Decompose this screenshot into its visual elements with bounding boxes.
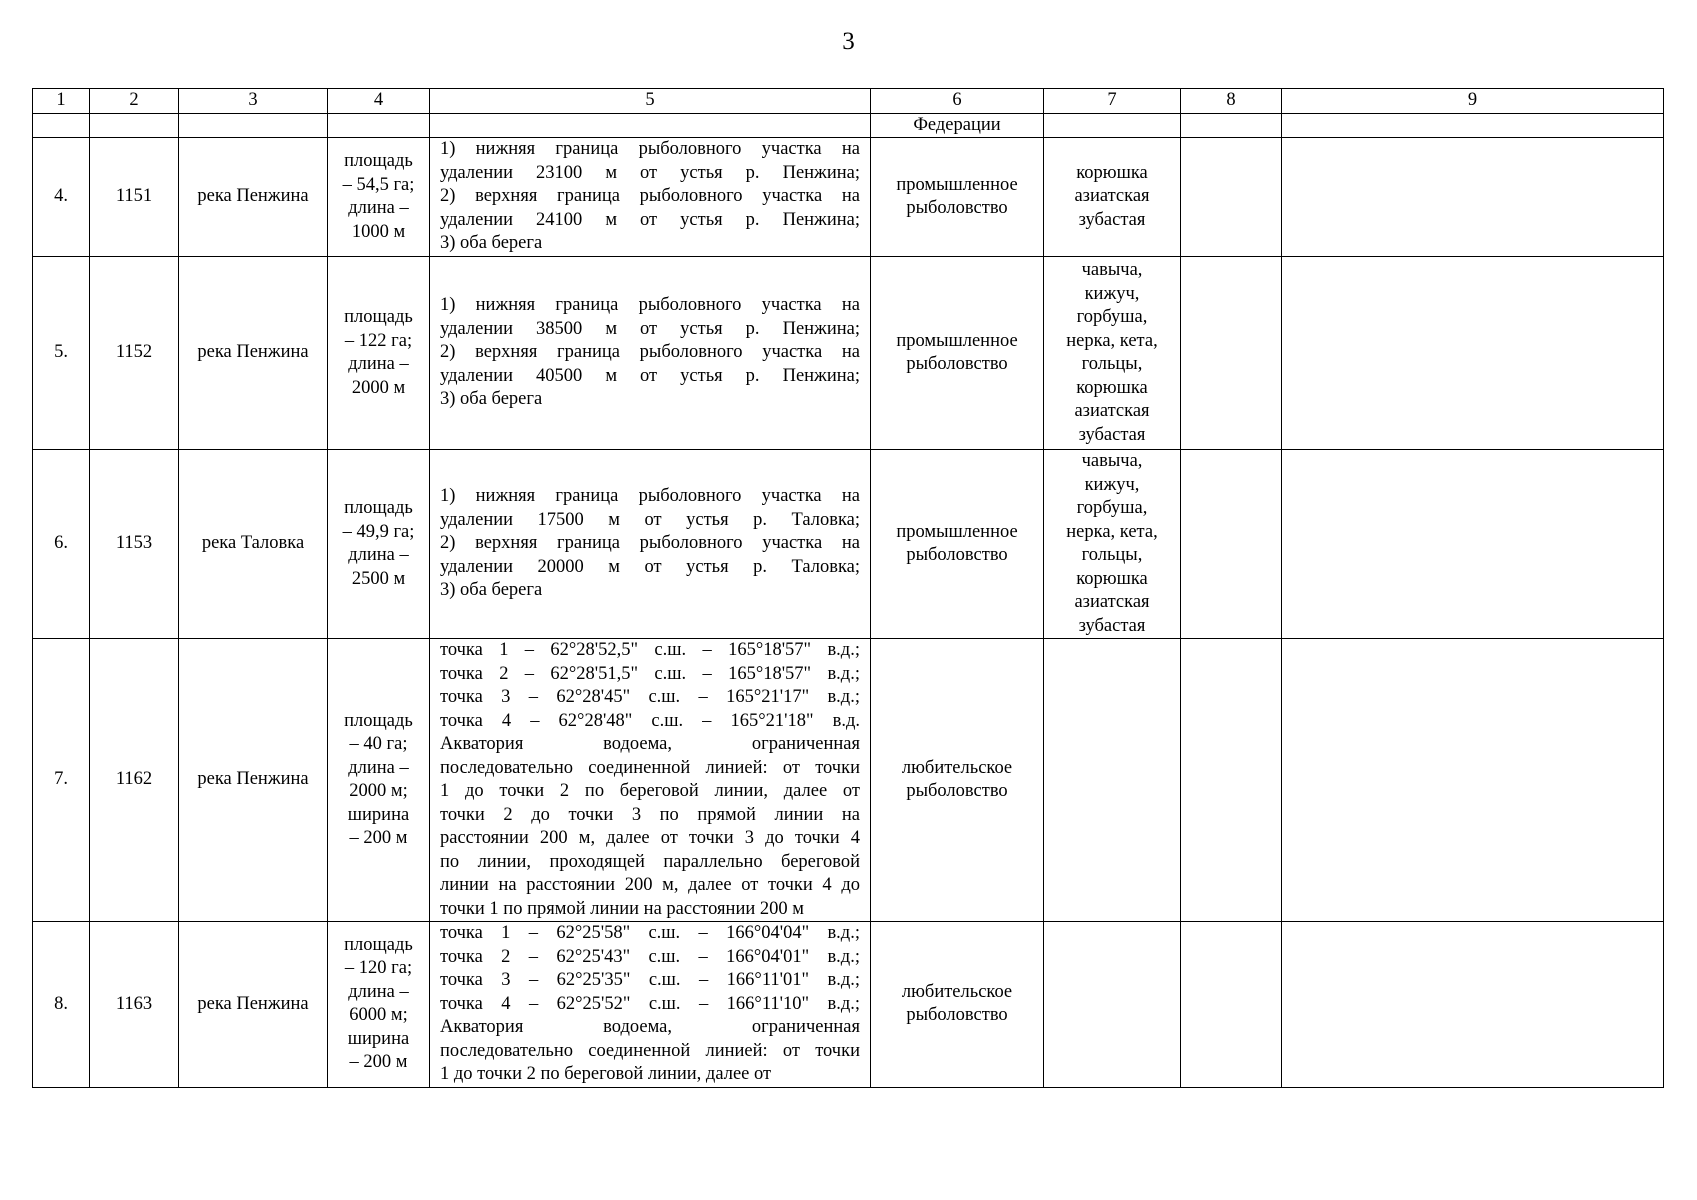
size-line: площадь <box>344 151 413 171</box>
ground-code: 1162 <box>90 639 179 922</box>
column-header: 7 <box>1044 89 1181 114</box>
page-number: 3 <box>842 28 855 55</box>
species-list <box>1044 257 1181 450</box>
fishing-type-line: промышленное <box>896 521 1018 542</box>
row-number: 5. <box>33 257 90 450</box>
column-8-cell <box>1181 922 1282 1088</box>
boundary-description <box>430 257 871 450</box>
water-body-name: река Таловка <box>179 450 328 639</box>
size-line: 1000 м <box>351 221 406 242</box>
water-body-name: река Пенжина <box>179 639 328 922</box>
boundary-line: точка 1 – 62°25'58" с.ш. – 166°04'04" в.д.; <box>440 923 860 943</box>
column-header: 8 <box>1181 89 1282 114</box>
fishing-type-line: промышленное <box>896 330 1018 351</box>
boundary-line: расстоянии 200 м, далее от точки 3 до точки 4 <box>440 828 860 848</box>
fishing-type-line: рыболовство <box>906 354 1008 374</box>
empty-cell <box>1282 113 1664 138</box>
boundary-line: 1 до точки 2 по береговой линии, далее от <box>440 781 860 801</box>
size-line: – 120 га; <box>344 958 413 979</box>
size-line: 6000 м; <box>349 1005 408 1026</box>
boundary-line: точка 2 – 62°25'43" с.ш. – 166°04'01" в.д.; <box>440 946 860 967</box>
species-line: нерка, кета, <box>1066 330 1158 351</box>
column-9-cell <box>1282 450 1664 639</box>
fishing-type <box>871 922 1044 1088</box>
ground-size <box>328 450 430 639</box>
boundary-line: точка 3 – 62°25'35" с.ш. – 166°11'01" в.д.; <box>440 970 860 990</box>
ground-code: 1152 <box>90 257 179 450</box>
fishing-type-line: промышленное <box>896 174 1018 195</box>
boundary-line: Акватория водоема, ограниченная <box>440 1017 860 1037</box>
boundary-line: удалении 20000 м от устья р. Таловка; <box>440 556 860 577</box>
boundary-line: 2) верхняя граница рыболовного участка на <box>440 186 860 207</box>
table-row <box>33 450 1664 639</box>
boundary-line: удалении 24100 м от устья р. Пенжина; <box>440 209 860 230</box>
species-line: чавыча, <box>1081 451 1143 471</box>
boundary-line: удалении 23100 м от устья р. Пенжина; <box>440 162 860 183</box>
species-line: азиатская <box>1074 401 1150 421</box>
size-line: – 49,9 га; <box>342 521 415 542</box>
species-line: корюшка <box>1076 162 1148 183</box>
boundary-description <box>430 450 871 639</box>
size-line: длина – <box>348 354 409 374</box>
fishing-type <box>871 639 1044 922</box>
boundary-line: удалении 17500 м от устья р. Таловка; <box>440 509 860 530</box>
boundary-line: точки 2 до точки 3 по прямой линии на <box>440 804 860 825</box>
row-number: 4. <box>33 138 90 257</box>
table-row <box>33 639 1664 922</box>
boundary-line: 3) оба берега <box>440 580 543 601</box>
boundary-line: последовательно соединенной линией: от точки <box>440 1040 860 1061</box>
size-line: 2000 м <box>351 377 406 398</box>
boundary-line: 3) оба берега <box>440 389 543 410</box>
size-line: ширина <box>347 804 410 825</box>
column-9-cell <box>1282 922 1664 1088</box>
water-body-name: река Пенжина <box>179 138 328 257</box>
column-header: 3 <box>179 89 328 114</box>
column-header: 5 <box>430 89 871 114</box>
empty-cell <box>1181 113 1282 138</box>
row-number: 8. <box>33 922 90 1088</box>
column-8-cell <box>1181 639 1282 922</box>
boundary-line: линии на расстоянии 200 м, далее от точки 4 до <box>440 875 860 895</box>
size-line: – 122 га; <box>344 330 413 351</box>
boundary-description <box>430 138 871 257</box>
column-header: 2 <box>90 89 179 114</box>
continuation-text: Федерации <box>871 113 1044 138</box>
size-line: ширина <box>347 1028 410 1049</box>
ground-size <box>328 922 430 1088</box>
ground-code: 1151 <box>90 138 179 257</box>
table-row <box>33 138 1664 257</box>
boundary-line: последовательно соединенной линией: от точки <box>440 757 860 778</box>
ground-code: 1153 <box>90 450 179 639</box>
column-8-cell <box>1181 257 1282 450</box>
boundary-line: удалении 38500 м от устья р. Пенжина; <box>440 318 860 339</box>
boundary-line: 2) верхняя граница рыболовного участка на <box>440 342 860 363</box>
fishing-type-line: рыболовство <box>906 781 1008 801</box>
column-header: 6 <box>871 89 1044 114</box>
species-line: корюшка <box>1076 377 1148 398</box>
continuation-row <box>33 113 1664 138</box>
ground-size <box>328 138 430 257</box>
fishing-type-line: рыболовство <box>906 198 1008 218</box>
boundary-line: 3) оба берега <box>440 233 543 254</box>
row-number: 7. <box>33 639 90 922</box>
boundary-line: точка 2 – 62°28'51,5" с.ш. – 165°18'57" в.д.; <box>440 663 860 684</box>
species-line: кижуч, <box>1084 283 1140 304</box>
species-line: азиатская <box>1074 186 1150 207</box>
species-line: зубастая <box>1078 615 1146 636</box>
ground-size <box>328 639 430 922</box>
fishing-type <box>871 450 1044 639</box>
fishing-type-line: любительское <box>901 981 1013 1002</box>
species-list <box>1044 450 1181 639</box>
size-line: длина – <box>348 981 409 1002</box>
boundary-line: точки 1 по прямой линии на расстоянии 200 м <box>440 898 804 919</box>
empty-cell <box>1044 113 1181 138</box>
table-body <box>33 89 1664 1088</box>
column-number-row <box>33 89 1664 114</box>
water-body-name: река Пенжина <box>179 257 328 450</box>
fishing-type-line: рыболовство <box>906 545 1008 565</box>
boundary-line: точка 4 – 62°28'48" с.ш. – 165°21'18" в.д. <box>440 710 860 731</box>
size-line: – 200 м <box>349 828 408 848</box>
table-row <box>33 922 1664 1088</box>
size-line: 2000 м; <box>349 781 408 801</box>
water-body-name: река Пенжина <box>179 922 328 1088</box>
boundary-line: точка 3 – 62°28'45" с.ш. – 165°21'17" в.д.; <box>440 687 860 707</box>
fishing-grounds-table <box>32 88 1664 1088</box>
species-list <box>1044 922 1181 1088</box>
boundary-line: точка 1 – 62°28'52,5" с.ш. – 165°18'57" в.д.; <box>440 640 860 660</box>
column-8-cell <box>1181 450 1282 639</box>
size-line: площадь <box>344 710 413 731</box>
size-line: площадь <box>344 307 413 327</box>
species-line: азиатская <box>1074 592 1150 612</box>
boundary-line: 1) нижняя граница рыболовного участка на <box>440 486 860 507</box>
boundary-line: 2) верхняя граница рыболовного участка на <box>440 533 860 554</box>
species-list <box>1044 639 1181 922</box>
boundary-line: Акватория водоема, ограниченная <box>440 734 860 754</box>
ground-code: 1163 <box>90 922 179 1088</box>
size-line: – 200 м <box>349 1052 408 1073</box>
size-line: – 40 га; <box>349 734 408 754</box>
fishing-type-line: рыболовство <box>906 1005 1008 1026</box>
column-header: 4 <box>328 89 430 114</box>
column-header: 9 <box>1282 89 1664 114</box>
column-8-cell <box>1181 138 1282 257</box>
size-line: длина – <box>348 198 409 218</box>
size-line: длина – <box>348 757 409 778</box>
fishing-type <box>871 257 1044 450</box>
fishing-type <box>871 138 1044 257</box>
column-9-cell <box>1282 639 1664 922</box>
empty-cell <box>33 113 90 138</box>
empty-cell <box>90 113 179 138</box>
species-list <box>1044 138 1181 257</box>
boundary-description <box>430 922 871 1088</box>
row-number: 6. <box>33 450 90 639</box>
species-line: горбуша, <box>1076 498 1148 518</box>
species-line: нерка, кета, <box>1066 521 1158 542</box>
size-line: длина – <box>348 545 409 565</box>
column-9-cell <box>1282 257 1664 450</box>
size-line: – 54,5 га; <box>342 174 415 195</box>
species-line: гольцы, <box>1081 545 1143 565</box>
species-line: гольцы, <box>1081 354 1143 374</box>
species-line: кижуч, <box>1084 474 1140 495</box>
fishing-type-line: любительское <box>901 757 1013 778</box>
size-line: 2500 м <box>351 568 406 589</box>
ground-size <box>328 257 430 450</box>
table-row <box>33 257 1664 450</box>
boundary-line: по линии, проходящей параллельно береговой <box>440 851 860 872</box>
species-line: чавыча, <box>1081 260 1143 280</box>
boundary-line: удалении 40500 м от устья р. Пенжина; <box>440 365 860 386</box>
boundary-line: 1) нижняя граница рыболовного участка на <box>440 295 860 316</box>
empty-cell <box>179 113 328 138</box>
size-line: площадь <box>344 934 413 955</box>
empty-cell <box>430 113 871 138</box>
species-line: горбуша, <box>1076 307 1148 327</box>
species-line: зубастая <box>1078 424 1146 445</box>
boundary-line: 1) нижняя граница рыболовного участка на <box>440 139 860 160</box>
species-line: зубастая <box>1078 209 1146 230</box>
species-line: корюшка <box>1076 568 1148 589</box>
boundary-description <box>430 639 871 922</box>
boundary-line: 1 до точки 2 по береговой линии, далее от <box>440 1064 772 1084</box>
column-header: 1 <box>33 89 90 114</box>
empty-cell <box>328 113 430 138</box>
boundary-line: точка 4 – 62°25'52" с.ш. – 166°11'10" в.д.; <box>440 993 860 1014</box>
size-line: площадь <box>344 498 413 518</box>
column-9-cell <box>1282 138 1664 257</box>
